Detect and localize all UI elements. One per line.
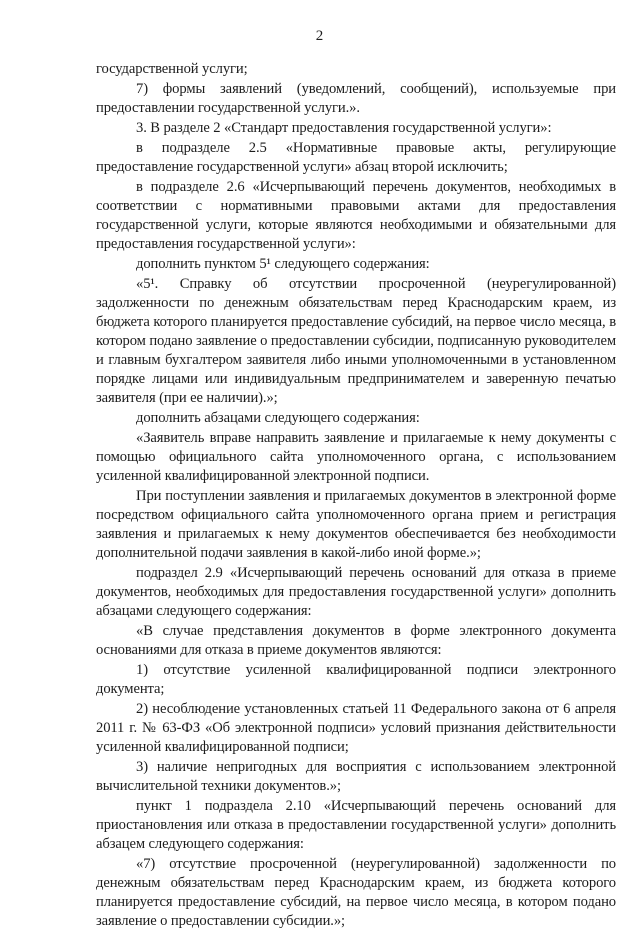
paragraph-8: дополнить абзацами следующего содержания: — [136, 410, 420, 426]
paragraph-4: в подразделе 2.5 «Нормативные правовые акты, регулирующие предоставление государственной услуги» абзац второй исключить; — [96, 140, 616, 175]
paragraph-14: 2) несоблюдение установленных статьей 11 Федерального закона от 6 апреля 2011 г. № 63-ФЗ «Об электронной подписи» условий признания действительности усиленной квалифицированной подписи; — [96, 701, 616, 755]
page-number: 2 — [315, 28, 324, 44]
paragraph-10: При поступлении заявления и прилагаемых документов в электронной форме посредством официального сайта уполномоченного органа прием и регистрация заявления и прилагаемых к нему документов обеспечивается без необходимости дополнительной подачи заявления в какой-либо иной форме.»; — [96, 488, 616, 561]
paragraph-15: 3) наличие непригодных для восприятия с использованием электронной вычислительной техники документов.»; — [96, 759, 616, 794]
paragraph-1: государственной услуги; — [96, 61, 248, 77]
paragraph-17: «7) отсутствие просроченной (неурегулированной) задолженности по денежным обязательствам перед Краснодарским краем, из бюджета которого планируется предоставление субсидий, на первое число месяца, в котором подано заявление о предоставлении субсидии.»; — [96, 856, 616, 929]
paragraph-9: «Заявитель вправе направить заявление и прилагаемые к нему документы с помощью официального сайта уполномоченного органа, с использованием усиленной квалифицированной электронной подписи. — [96, 430, 616, 484]
paragraph-3: 3. В разделе 2 «Стандарт предоставления государственной услуги»: — [136, 120, 552, 136]
document-body — [96, 60, 616, 932]
paragraph-6: дополнить пунктом 5¹ следующего содержания: — [136, 256, 430, 272]
paragraph-16: пункт 1 подраздела 2.10 «Исчерпывающий перечень оснований для приостановления или отказа в предоставлении государственной услуги» дополнить абзацем следующего содержания: — [96, 798, 616, 852]
paragraph-12: «В случае представления документов в форме электронного документа основаниями для отказа в приеме документов являются: — [96, 623, 616, 658]
paragraph-13: 1) отсутствие усиленной квалифицированной подписи электронного документа; — [96, 662, 616, 697]
paragraph-11: подраздел 2.9 «Исчерпывающий перечень оснований для отказа в приеме документов, необходимых для предоставления государственной услуги» дополнить абзацами следующего содержания: — [96, 565, 616, 619]
paragraph-5: в подразделе 2.6 «Исчерпывающий перечень документов, необходимых в соответствии с нормативными правовыми актами для предоставления государственной услуги, которые являются необходимыми и обязательными для предоставления государственной услуги»: — [96, 179, 616, 252]
paragraph-2: 7) формы заявлений (уведомлений, сообщений), используемые при предоставлении государственной услуги.». — [96, 81, 616, 116]
paragraph-7: «5¹. Справку об отсутствии просроченной (неурегулированной) задолженности по денежным обязательствам перед Краснодарским краем, из бюджета которого планируется предоставление субсидий, на первое число месяца, в котором подано заявление о предоставлении субсидии, подписанную руководителем и главным бухгалтером заявителя либо иными уполномоченными в установленном порядке лицами или индивидуальным предпринимателем и заверенную печатью заявителя (при ее наличии).»; — [96, 276, 616, 406]
